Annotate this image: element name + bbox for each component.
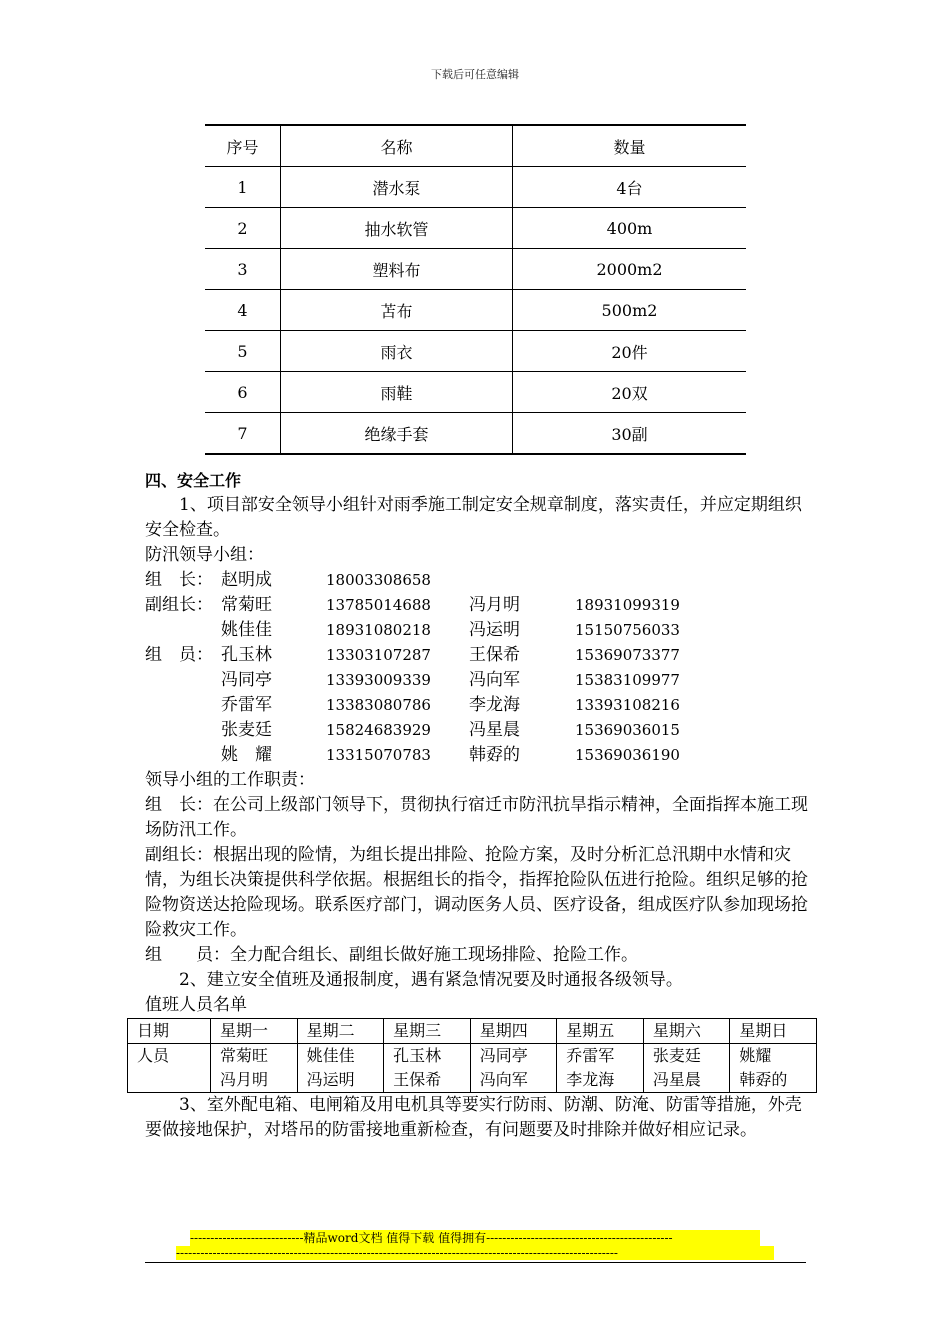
contact-row <box>145 743 810 768</box>
contact-phone: 13393009339 <box>326 671 431 689</box>
contact-name: 冯运明 <box>469 620 520 640</box>
person-name: 冯运明 <box>306 1070 355 1089</box>
table-cell <box>211 1044 298 1093</box>
person-name: 冯向军 <box>479 1070 528 1089</box>
row-label: 人员 <box>128 1044 211 1093</box>
contact-name: 李龙海 <box>469 695 520 715</box>
duty-member: 组 员：全力配合组长、副组长做好施工现场排险、抢险工作。 <box>145 945 638 965</box>
table-cell: 20双 <box>513 372 747 413</box>
header-cell: 序号 <box>205 125 281 167</box>
table-cell <box>643 1044 730 1093</box>
contact-row <box>145 643 810 668</box>
header-cell: 星期四 <box>470 1019 557 1044</box>
person-name: 冯星晨 <box>652 1070 701 1089</box>
table-cell: 潜水泵 <box>281 167 513 208</box>
table-cell: 6 <box>205 372 281 413</box>
table-row <box>128 1044 817 1093</box>
contact-phone: 15369036015 <box>575 721 680 739</box>
role-label <box>145 743 221 768</box>
table-cell: 雨衣 <box>281 331 513 372</box>
header-cell: 日期 <box>128 1019 211 1044</box>
table-cell <box>730 1044 817 1093</box>
table-cell: 绝缘手套 <box>281 413 513 455</box>
table-cell: 雨鞋 <box>281 372 513 413</box>
header-cell: 星期日 <box>730 1019 817 1044</box>
role-label <box>145 693 221 718</box>
paragraph-item2: 2、建立安全值班及通报制度，遇有紧急情况要及时通报各级领导。 <box>179 970 683 990</box>
contact-phone: 18003308658 <box>326 571 431 589</box>
contact-name: 王保希 <box>469 645 520 665</box>
contact-row <box>145 618 810 643</box>
person-name: 姚佳佳 <box>306 1046 355 1065</box>
contact-phone: 18931080218 <box>326 621 431 639</box>
group-title: 防汛领导小组： <box>145 545 264 565</box>
paragraph-item1: 1、项目部安全领导小组针对雨季施工制定安全规章制度，落实责任，并应定期组织安全检查。 <box>145 495 802 540</box>
contact-phone: 13315070783 <box>326 746 431 764</box>
table-cell: 20件 <box>513 331 747 372</box>
table-row <box>205 167 746 208</box>
materials-table <box>205 124 746 455</box>
contact-phone: 15824683929 <box>326 721 431 739</box>
contact-name: 赵明成 <box>221 570 272 590</box>
header-cell: 星期六 <box>643 1019 730 1044</box>
contact-phone: 13303107287 <box>326 646 431 664</box>
contact-name: 张麦廷 <box>221 720 272 740</box>
contact-row <box>145 668 810 693</box>
contact-name: 冯向军 <box>469 670 520 690</box>
footer-rule <box>145 1262 806 1263</box>
contact-row <box>145 693 810 718</box>
table-cell: 5 <box>205 331 281 372</box>
contact-name: 姚佳佳 <box>221 620 272 640</box>
duty-deputy: 副组长：根据出现的险情，为组长提出排险、抢险方案，及时分析汇总汛期中水情和灾情，为组长决策提供科学依据。根据组长的指令，指挥抢险队伍进行抢险。组织足够的抢险物资送达抢险现场。联系医疗部门，调动医务人员、医疗设备，组成医疗队参加现场抢险救灾工作。 <box>145 845 808 940</box>
header-cell: 星期三 <box>384 1019 471 1044</box>
contact-phone: 13785014688 <box>326 596 431 614</box>
paragraph-item3: 3、室外配电箱、电闸箱及用电机具等要实行防雨、防潮、防淹、防雷等措施，外壳要做接地保护，对塔吊的防雷接地重新检查，有问题要及时排除并做好相应记录。 <box>145 1095 802 1140</box>
footer-banner-dashes: ------------------------------------------------------------------------------------------------------------- <box>176 1246 774 1260</box>
table-cell: 抽水软管 <box>281 208 513 249</box>
table-cell: 3 <box>205 249 281 290</box>
duty-leader: 组 长：在公司上级部门领导下，贯彻执行宿迁市防汛抗旱指示精神，全面指挥本施工现场防汛工作。 <box>145 795 808 840</box>
person-name: 乔雷军 <box>566 1046 615 1065</box>
header-cell: 名称 <box>281 125 513 167</box>
contact-name: 冯同亭 <box>221 670 272 690</box>
person-name: 冯月明 <box>220 1070 269 1089</box>
contact-list <box>145 568 810 768</box>
table-row <box>205 331 746 372</box>
section-safety <box>137 468 810 1143</box>
footer-banner: ----------------------------精品word文档 值得下载 值得拥有---------------------------------------------- <box>190 1230 760 1246</box>
contact-name: 冯月明 <box>469 595 520 615</box>
person-name: 张麦廷 <box>652 1046 701 1065</box>
person-name: 孔玉林 <box>393 1046 442 1065</box>
table-row <box>205 249 746 290</box>
header-cell: 星期一 <box>211 1019 298 1044</box>
role-label: 组 员： <box>145 645 213 665</box>
contact-name: 常菊旺 <box>221 595 272 615</box>
contact-row <box>145 568 810 593</box>
contact-name: 孔玉林 <box>221 645 272 665</box>
table-cell: 1 <box>205 167 281 208</box>
page-header: 下载后可任意编辑 <box>431 68 519 81</box>
table-row <box>205 413 746 455</box>
table-cell <box>470 1044 557 1093</box>
duty-list-title: 值班人员名单 <box>145 995 247 1015</box>
table-cell: 4 <box>205 290 281 331</box>
contact-phone: 13383080786 <box>326 696 431 714</box>
table-cell <box>384 1044 471 1093</box>
contact-phone: 15369073377 <box>575 646 680 664</box>
table-header-row <box>205 125 746 167</box>
person-name: 韩孬的 <box>739 1070 788 1089</box>
person-name: 姚耀 <box>739 1046 772 1065</box>
contact-row <box>145 718 810 743</box>
header-cell: 星期五 <box>557 1019 644 1044</box>
table-cell: 苫布 <box>281 290 513 331</box>
contact-phone: 15383109977 <box>575 671 680 689</box>
contact-name <box>469 568 575 593</box>
role-label <box>145 668 221 693</box>
table-row <box>205 290 746 331</box>
contact-row <box>145 593 810 618</box>
role-label <box>145 718 221 743</box>
table-header-row <box>128 1019 817 1044</box>
table-row <box>205 372 746 413</box>
contact-name: 韩孬的 <box>469 745 520 765</box>
table-cell <box>297 1044 384 1093</box>
role-label <box>145 618 221 643</box>
table-row <box>205 208 746 249</box>
table-cell: 30副 <box>513 413 747 455</box>
contact-phone: 13393108216 <box>575 696 680 714</box>
contact-name: 乔雷军 <box>221 695 272 715</box>
table-cell: 400m <box>513 208 747 249</box>
contact-name: 姚 耀 <box>221 745 272 765</box>
duties-title: 领导小组的工作职责： <box>145 770 315 790</box>
person-name: 王保希 <box>393 1070 442 1089</box>
table-cell: 4台 <box>513 167 747 208</box>
table-cell: 塑料布 <box>281 249 513 290</box>
table-cell: 500m2 <box>513 290 747 331</box>
contact-phone: 15369036190 <box>575 746 680 764</box>
header-cell: 数量 <box>513 125 747 167</box>
header-cell: 星期二 <box>297 1019 384 1044</box>
section-title: 四、安全工作 <box>145 471 242 490</box>
role-label: 副组长： <box>145 595 213 615</box>
contact-phone: 15150756033 <box>575 621 680 639</box>
contact-name: 冯星晨 <box>469 720 520 740</box>
contact-phone: 18931099319 <box>575 596 680 614</box>
person-name: 常菊旺 <box>220 1046 269 1065</box>
table-cell: 7 <box>205 413 281 455</box>
duty-roster-table <box>127 1018 817 1093</box>
person-name: 李龙海 <box>566 1070 615 1089</box>
role-label: 组 长： <box>145 570 213 590</box>
table-cell: 2000m2 <box>513 249 747 290</box>
table-cell <box>557 1044 644 1093</box>
table-cell: 2 <box>205 208 281 249</box>
person-name: 冯同亭 <box>479 1046 528 1065</box>
contact-phone <box>575 568 715 593</box>
